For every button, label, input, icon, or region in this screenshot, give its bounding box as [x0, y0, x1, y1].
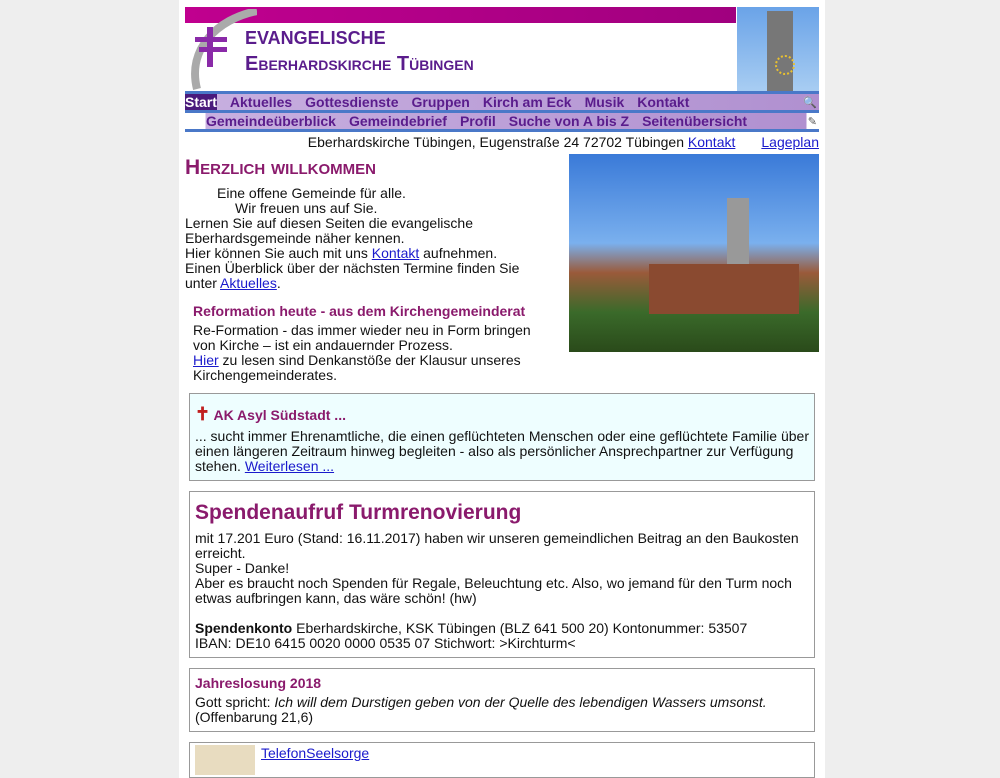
spenden-text: mit 17.201 Euro (Stand: 16.11.2017) haben wir unseren gemeindlichen Beitrag an den Baukosten erreicht. — [195, 530, 799, 561]
nav-musik[interactable]: Musik — [584, 94, 625, 110]
nav-seitenuebersicht[interactable]: Seitenübersicht — [642, 113, 748, 129]
welcome-line: Lernen Sie auf diesen Seiten die evangelische Eberhardsgemeinde näher kennen. — [185, 215, 473, 246]
nav-kontakt[interactable]: Kontakt — [637, 94, 690, 110]
header-bar — [185, 7, 736, 23]
nav-profil[interactable]: Profil — [459, 113, 496, 129]
header — [185, 7, 819, 91]
losung-quote: Ich will dem Durstigen geben von der Quelle des lebendigen Wassers umsonst. — [274, 694, 767, 710]
losung-text — [195, 695, 809, 725]
telefonseelsorge-box — [189, 742, 815, 778]
spenden-title: Spendenaufruf Turmrenovierung — [195, 501, 522, 524]
address-text: Eberhardskirche Tübingen, Eugenstraße 24 72702 Tübingen — [307, 134, 684, 150]
nav-gottesdienste[interactable]: Gottesdienste — [305, 94, 399, 110]
address-line — [185, 132, 819, 152]
asyl-text — [195, 429, 809, 474]
kontakt-inline-link[interactable]: Kontakt — [371, 245, 420, 261]
weiterlesen-link[interactable]: Weiterlesen ... — [244, 458, 335, 474]
asyl-title: AK Asyl Südstadt ... — [213, 407, 346, 423]
asyl-logo-icon: ✝ — [195, 404, 211, 424]
text: Einen Überblick über der nächsten Termine finden Sie unter — [185, 260, 520, 291]
welcome-line: Wir freuen uns auf Sie. — [235, 200, 378, 216]
asyl-heading — [195, 404, 809, 425]
telefonseelsorge-link[interactable]: TelefonSeelsorge — [261, 745, 370, 761]
church-photo — [569, 154, 819, 352]
cross-logo-icon — [187, 9, 257, 91]
kontakt-link[interactable]: Kontakt — [687, 134, 736, 150]
tower-image — [737, 7, 819, 91]
nav-kirch-am-eck[interactable]: Kirch am Eck — [482, 94, 572, 110]
spenden-konto — [195, 621, 809, 636]
spenden-text: Super - Danke! — [195, 560, 290, 576]
spenden-text: Aber es braucht noch Spenden für Regale, Beleuchtung etc. Also, wo jemand für den Turm noch etwas aufbringen kann, das wäre schön! (hw) — [195, 575, 792, 606]
spenden-box — [189, 491, 815, 658]
welcome-title: Herzlich willkommen — [185, 156, 376, 179]
text: zu lesen sind Denkanstöße der Klausur unseres Kirchengemeinderates. — [193, 352, 521, 383]
edit-pencil-icon[interactable]: ✎ — [807, 115, 817, 128]
text: Gott spricht: — [195, 694, 275, 710]
text: (Offenbarung 21,6) — [195, 709, 314, 725]
search-icon[interactable]: 🔍 — [803, 96, 817, 109]
nav-gemeindeueberblick[interactable]: Gemeindeüberblick — [206, 113, 336, 129]
welcome-line — [185, 261, 555, 291]
welcome-section — [185, 154, 819, 383]
losung-title: Jahreslosung 2018 — [195, 675, 322, 691]
nav-suche-a-z[interactable]: Suche von A bis Z — [508, 113, 630, 129]
hier-link[interactable]: Hier — [193, 352, 219, 368]
asyl-box — [189, 393, 815, 481]
site-title-line2: Eberhardskirche Tübingen — [245, 53, 474, 75]
nav-gemeindebrief[interactable]: Gemeindebrief — [348, 113, 447, 129]
konto-label: Spendenkonto — [195, 620, 293, 636]
text: . — [276, 275, 281, 291]
text: Hier können Sie auch mit uns — [185, 245, 372, 261]
reformation-text — [193, 353, 555, 383]
jahreslosung-box — [189, 668, 815, 732]
text: ... sucht immer Ehrenamtliche, die einen geflüchteten Menschen oder eine geflüchtete Familie über einen längeren Zeitraum hinweg begleiten - also als persönlicher Ansprechpartner zur Verfügung stehen. — [195, 428, 810, 474]
nav-aktuelles[interactable]: Aktuelles — [229, 94, 293, 110]
main-nav — [185, 91, 819, 110]
reformation-text: Re-Formation - das immer wieder neu in Form bringen von Kirche – ist ein andauernder Prozess. — [193, 322, 531, 353]
nav-gruppen[interactable]: Gruppen — [411, 94, 470, 110]
nav-start[interactable]: Start — [185, 94, 217, 110]
page — [179, 0, 825, 778]
welcome-line: Eine offene Gemeinde für alle. — [217, 185, 406, 201]
aktuelles-inline-link[interactable]: Aktuelles — [220, 275, 277, 291]
lageplan-link[interactable]: Lageplan — [761, 134, 819, 150]
text: Eberhardskirche, KSK Tübingen (BLZ 641 500 20) Kontonummer: 53507 — [292, 620, 748, 636]
reformation-title: Reformation heute - aus dem Kirchengemeinderat — [193, 303, 526, 319]
reformation-section — [185, 291, 555, 383]
sub-nav — [185, 110, 819, 132]
welcome-line — [185, 246, 555, 261]
site-title-line1: EVANGELISCHE — [245, 28, 386, 48]
text: aufnehmen. — [419, 245, 498, 261]
spenden-iban: IBAN: DE10 6415 0020 0000 0535 07 Stichwort: >Kirchturm< — [195, 635, 576, 651]
